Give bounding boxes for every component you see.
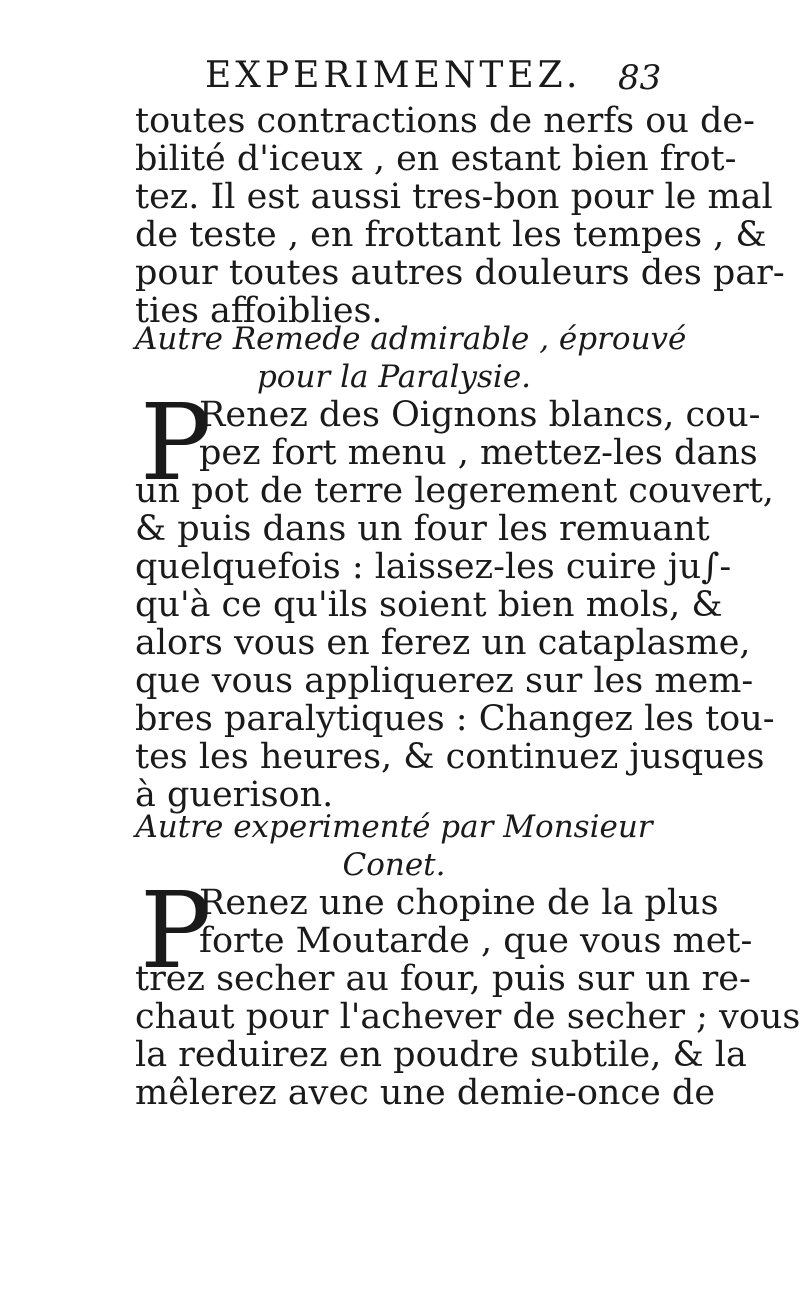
remedy-paragraph <box>135 381 775 815</box>
page-number: 83 <box>618 58 662 98</box>
text-line: trez secher au four, puis sur un re- <box>135 959 751 999</box>
text-line: tes les heures, & continuez jusques <box>135 737 765 777</box>
text-line: pour toutes autres douleurs des par- <box>135 253 785 293</box>
text-line: quelquefois : laissez-les cuire ju∫- <box>135 547 732 587</box>
text-line: à guerison. <box>135 775 334 815</box>
text-line: forte Moutarde , que vous met- <box>199 921 753 961</box>
text-line: ties affoiblies. <box>135 291 383 331</box>
text-line: alors vous en ferez un cataplasme, <box>135 623 751 663</box>
title-line: Autre experimenté par Monsieur <box>135 809 653 845</box>
text-line: tez. Il est aussi tres-bon pour le mal <box>135 177 773 217</box>
title-line: Conet. <box>342 847 446 883</box>
text-line: toutes contractions de nerfs ou de- <box>135 101 755 141</box>
text-line: un pot de terre legerement couvert, <box>135 471 774 511</box>
text-line: Renez une chopine de la plus <box>199 883 719 923</box>
remedy-title <box>135 320 687 396</box>
title-line: Autre Remede admirable , éprouvé <box>135 321 687 357</box>
text-line: Renez des Oignons blancs, cou- <box>199 395 761 435</box>
text-line: pez fort menu , mettez-les dans <box>199 433 758 473</box>
text-line: la reduirez en poudre subtile, & la <box>135 1035 747 1075</box>
title-line: pour la Paralysie. <box>256 359 532 395</box>
text-line: bilité d'iceux , en estant bien frot- <box>135 139 737 179</box>
text-line: chaut pour l'achever de secher ; vous <box>135 997 800 1037</box>
remedy-paragraph <box>135 869 800 1113</box>
text-line: de teste , en frottant les tempes , & <box>135 215 767 255</box>
drop-cap: P <box>140 381 212 504</box>
text-line: bres paralytiques : Changez les tou- <box>135 699 775 739</box>
drop-cap: P <box>140 869 212 992</box>
running-head: EXPERIMENTEZ. <box>205 55 582 96</box>
text-line: qu'à ce qu'ils soient bien mols, & <box>135 585 723 625</box>
text-line: mêlerez avec une demie-once de <box>135 1073 716 1113</box>
remedy-title <box>135 808 653 884</box>
text-line: que vous appliquerez sur les mem- <box>135 661 754 701</box>
continuation-paragraph <box>135 101 785 331</box>
text-line: & puis dans un four les remuant <box>135 509 710 549</box>
